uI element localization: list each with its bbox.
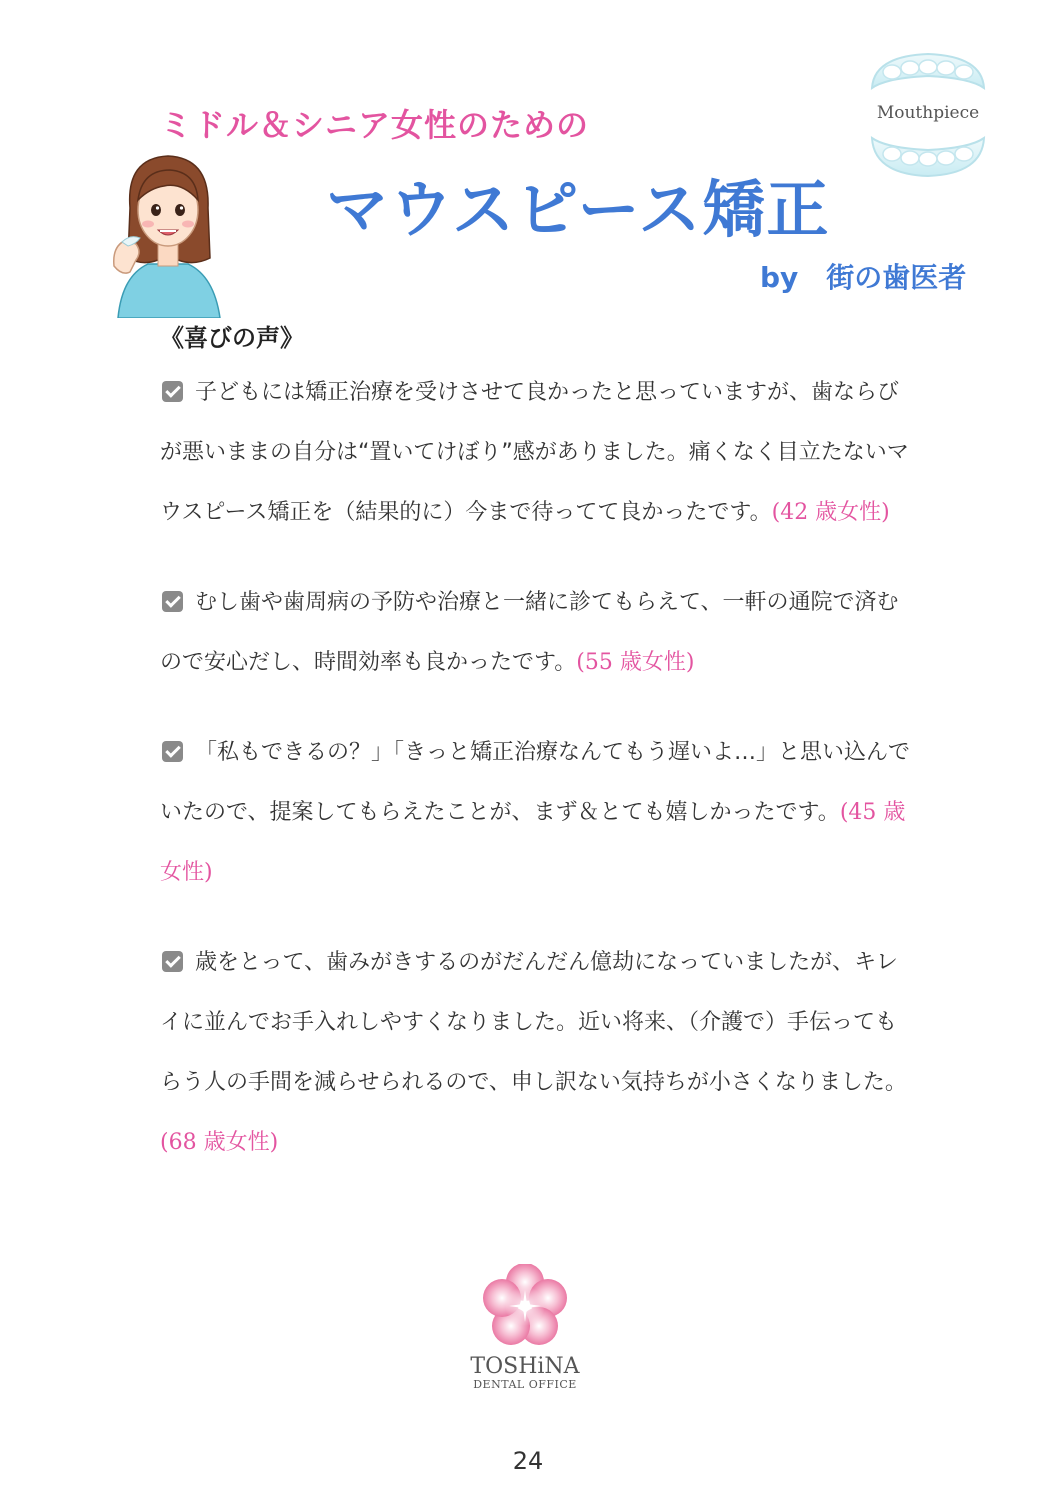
page-number: 24 <box>512 1447 544 1475</box>
mouthpiece-label: Mouthpiece <box>876 103 980 123</box>
logo-subtitle: DENTAL OFFICE <box>473 1378 577 1391</box>
section-heading: 《喜びの声》 <box>160 324 304 352</box>
testimonial-age: (55 歳女性) <box>576 650 695 675</box>
check-icon <box>162 741 183 762</box>
woman-illustration <box>108 148 228 318</box>
check-icon <box>162 951 183 972</box>
testimonial-list <box>160 363 910 1203</box>
subtitle: ミドル＆シニア女性のための <box>160 106 590 144</box>
logo-name: TOSHiNA <box>470 1354 580 1379</box>
testimonial-item <box>160 363 910 543</box>
testimonial-age: (68 歳女性) <box>160 1130 279 1155</box>
testimonial-age: (42 歳女性) <box>771 500 890 525</box>
testimonial-item <box>160 933 910 1173</box>
testimonial-item <box>160 723 910 903</box>
testimonial-age: (45 歳女性) <box>160 800 906 885</box>
testimonial-item <box>160 573 910 693</box>
flower-logo-icon <box>470 1264 580 1348</box>
testimonial-text: 子どもには矯正治療を受けさせて良かったと思っていますが、歯ならびが悪いままの自分は“置いてけぼり”感がありました。痛くなく目立たないマウスピース矯正を（結果的に）今まで待ってて良かったです。 <box>160 380 909 525</box>
check-icon <box>162 591 183 612</box>
page-title: マウスピース矯正 <box>326 173 831 246</box>
testimonial-text: 歳をとって、歯みがきするのがだんだん億劫になっていましたが、キレイに並んでお手入れしやすくなりました。近い将来、（介護で）手伝ってもらう人の手間を減らせられるので、申し訳ない気持ちが小さくなりました。 <box>160 950 907 1095</box>
byline: by 街の歯医者 <box>760 261 967 294</box>
testimonial-text: 「私もできるの？」「きっと矯正治療なんてもう遅いよ…」と思い込んでいたので、提案してもらえたことが、まず＆とても嬉しかったです。 <box>160 740 911 825</box>
testimonial-text: むし歯や歯周病の予防や治療と一緒に診てもらえて、一軒の通院で済むので安心だし、時間効率も良かったです。 <box>160 590 899 675</box>
check-icon <box>162 381 183 402</box>
